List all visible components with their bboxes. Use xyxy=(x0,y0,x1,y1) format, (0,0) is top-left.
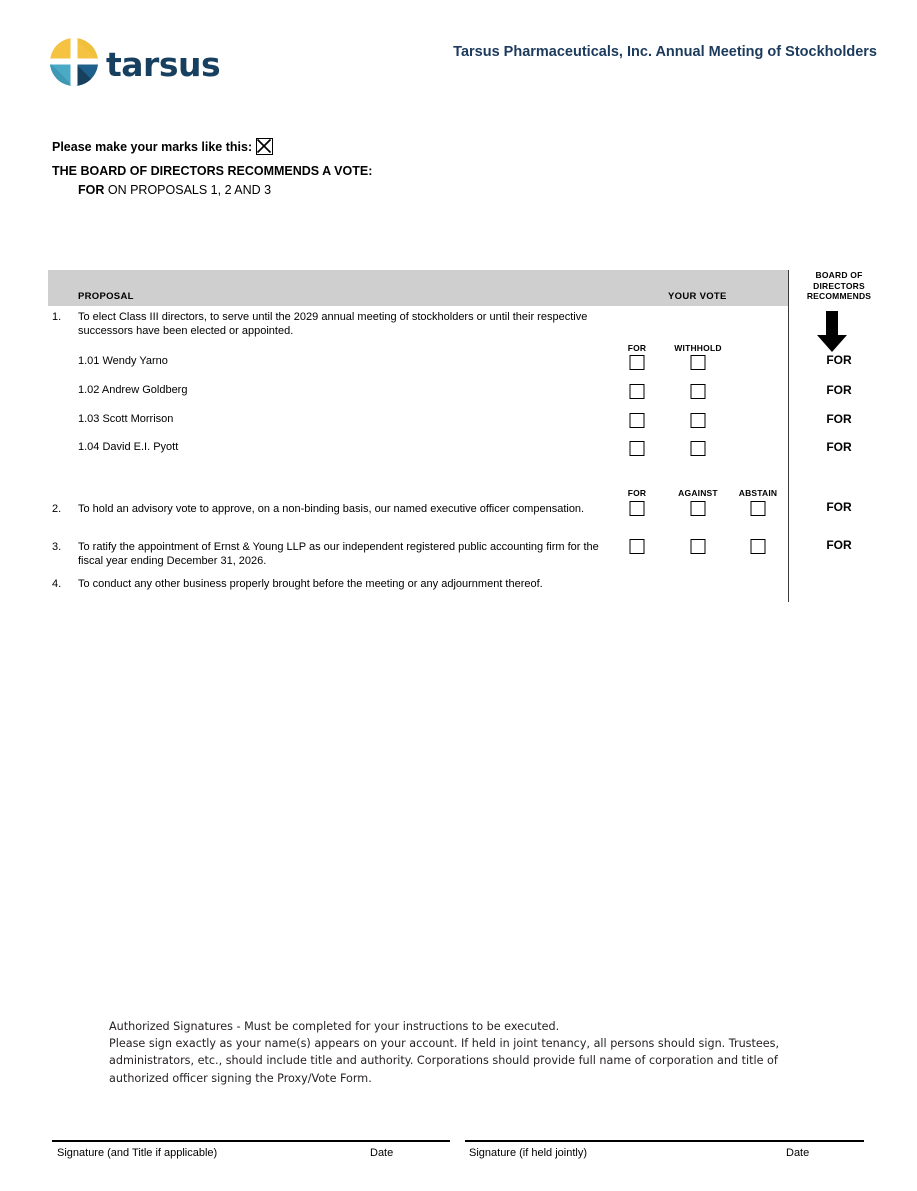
checkbox-nominee-1-04-for[interactable] xyxy=(630,441,645,456)
board-label-line-3: RECOMMENDS xyxy=(806,291,872,301)
nominee-1-01-label: 1.01 Wendy Yarno xyxy=(78,355,168,367)
checkbox-nominee-1-01-for[interactable] xyxy=(630,355,645,370)
proposal-3-number: 3. xyxy=(52,541,62,553)
proposal-2-number: 2. xyxy=(52,503,62,515)
proposal-1-number: 1. xyxy=(52,311,62,323)
checkbox-proposal-3-abstain[interactable] xyxy=(751,539,766,554)
checkbox-proposal-2-against[interactable] xyxy=(691,501,706,516)
nominee-1-04-label: 1.04 David E.I. Pyott xyxy=(78,441,179,453)
checkbox-nominee-1-04-withhold[interactable] xyxy=(691,441,706,456)
board-recommendation-proposal-3: FOR xyxy=(826,538,852,552)
column-header-proposal: PROPOSAL xyxy=(78,291,134,302)
checkbox-nominee-1-03-for[interactable] xyxy=(630,413,645,428)
date-label-left: Date xyxy=(370,1147,394,1159)
signature-label-left: Signature (and Title if applicable) xyxy=(57,1147,218,1159)
down-arrow-icon xyxy=(816,311,848,353)
proposal-3-text: To ratify the appointment of Ernst & Young LLP as our independent registered public accounting firm for the fiscal year ending December 31, 2026. xyxy=(78,541,599,567)
checkbox-proposal-2-abstain[interactable] xyxy=(751,501,766,516)
tarsus-circle-cross-logo xyxy=(49,37,99,87)
column-header-board-recommends xyxy=(793,270,885,302)
board-column-divider xyxy=(788,270,789,602)
proposal-2-text: To hold an advisory vote to approve, on a non-binding basis, our named executive officer compensation. xyxy=(78,503,585,515)
recommend-rest: ON PROPOSALS 1, 2 AND 3 xyxy=(104,183,272,197)
signature-rule-left xyxy=(52,1140,450,1142)
board-recommends-heading: THE BOARD OF DIRECTORS RECOMMENDS A VOTE: xyxy=(52,164,373,178)
board-recommendation-nominee-1-02: FOR xyxy=(826,383,852,397)
board-label-line-1: BOARD OF xyxy=(815,270,863,280)
marks-instruction-label: Please make your marks like this: xyxy=(52,140,253,154)
tarsus-wordmark: tarsus xyxy=(106,45,221,84)
signature-instructions-line-1: Authorized Signatures - Must be completed for your instructions to be executed. xyxy=(109,1020,560,1033)
board-recommends-detail xyxy=(78,183,271,197)
vote-header-p2-abstain: ABSTAIN xyxy=(738,488,778,498)
checkbox-nominee-1-02-withhold[interactable] xyxy=(691,384,706,399)
nominee-1-03-label: 1.03 Scott Morrison xyxy=(78,413,174,425)
recommend-emphasis: FOR xyxy=(78,183,105,197)
vote-header-p1-withhold: WITHHOLD xyxy=(674,343,722,353)
checkbox-proposal-3-against[interactable] xyxy=(691,539,706,554)
proposal-4-text: To conduct any other business properly brought before the meeting or any adjournment thereof. xyxy=(78,578,543,590)
signature-rule-right xyxy=(465,1140,864,1142)
column-header-your-vote: YOUR VOTE xyxy=(668,291,727,302)
board-recommendation-proposal-2: FOR xyxy=(826,500,852,514)
checkbox-proposal-3-for[interactable] xyxy=(630,539,645,554)
page-title: Tarsus Pharmaceuticals, Inc. Annual Meeting of Stockholders xyxy=(453,44,877,60)
checkbox-nominee-1-03-withhold[interactable] xyxy=(691,413,706,428)
proposal-4-number: 4. xyxy=(52,578,62,590)
x-mark-in-box-icon xyxy=(256,138,273,155)
board-recommendation-nominee-1-03: FOR xyxy=(826,412,852,426)
signature-instructions xyxy=(109,1018,799,1087)
board-label-line-2: DIRECTORS xyxy=(813,280,865,291)
date-label-right: Date xyxy=(786,1147,810,1159)
proposal-1-text: To elect Class III directors, to serve until the 2029 annual meeting of stockholders or until their respective successors have been elected or appointed. xyxy=(78,311,588,337)
checkbox-nominee-1-02-for[interactable] xyxy=(630,384,645,399)
board-recommendation-nominee-1-04: FOR xyxy=(826,440,852,454)
vote-header-p2-for: FOR xyxy=(627,488,647,498)
board-recommendation-nominee-1-01: FOR xyxy=(826,353,852,367)
signature-instructions-line-2: Please sign exactly as your name(s) appears on your account. If held in joint tenancy, all persons should sign. Trustees, administrators, etc., should include title and authority. Corporations should provide full name of corporation and title of authorized officer signing the Proxy/Vote Form. xyxy=(109,1037,780,1085)
vote-header-p2-against: AGAINST xyxy=(678,488,718,498)
vote-header-p1-for: FOR xyxy=(627,343,647,353)
checkbox-proposal-2-for[interactable] xyxy=(630,501,645,516)
checkbox-nominee-1-01-withhold[interactable] xyxy=(691,355,706,370)
nominee-1-02-label: 1.02 Andrew Goldberg xyxy=(78,384,188,396)
signature-label-right: Signature (if held jointly) xyxy=(469,1147,588,1159)
